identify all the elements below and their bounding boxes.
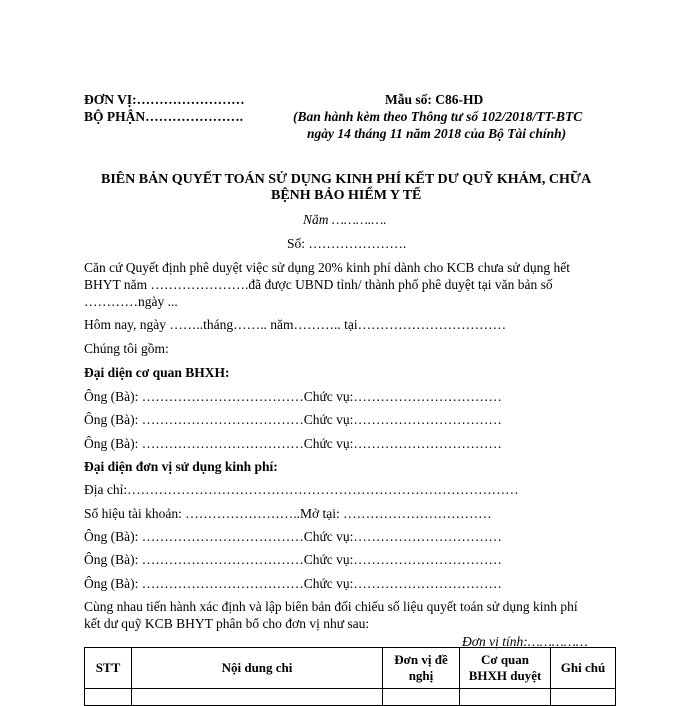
bhxh-representative-heading: Đại diện cơ quan BHXH: [84,365,230,380]
document-title-line1: BIÊN BẢN QUYẾT TOÁN SỬ DỤNG KINH PHÍ KẾT DƯ QUỸ KHÁM, CHỮA [101,172,592,187]
unit-person-3: Ông (Bà): ………………………………Chức vụ:…………………………… [84,576,502,591]
issuance-note-2: ngày 14 tháng 11 năm 2018 của Bộ Tài chính) [307,126,567,141]
bhxh-person-1: Ông (Bà): ………………………………Chức vụ:…………………………… [84,389,502,404]
year-line: Năm ……….…. [303,212,387,227]
basis-text-2: BHYT năm ………………….đã được UBND tỉnh/ thành phố phê duyệt tại văn bản số [84,277,553,292]
unit-line: ĐƠN VỊ:…………………… [84,92,245,107]
currency-unit: Đơn vị tính:…………… [462,634,588,649]
col-content: Nội dung chi [132,648,383,689]
issuance-note-1: (Ban hành kèm theo Thông tư số 102/2018/TT-BTC [293,109,583,124]
together-text-2: kết dư quỹ KCB BHYT phân bổ cho đơn vị như sau: [84,616,370,631]
account-line: Số hiệu tài khoản: ……………………..Mở tại: …………………………… [84,506,492,521]
number-line: Số: …………………. [287,236,407,251]
address-line: Địa chỉ:…………………………………………………………………………… [84,482,519,497]
table-row [85,689,616,706]
department-line: BỘ PHẬN…………………. [84,109,244,124]
we-include: Chúng tôi gồm: [84,341,169,356]
bhxh-person-3: Ông (Bà): ………………………………Chức vụ:…………………………… [84,436,502,451]
unit-person-2: Ông (Bà): ………………………………Chức vụ:…………………………… [84,552,502,567]
col-unit-proposed: Đơn vị đề nghị [383,648,460,689]
unit-person-1: Ông (Bà): ………………………………Chức vụ:…………………………… [84,529,502,544]
document-title-line2: BỆNH BẢO HIỂM Y TẾ [271,188,422,203]
form-number: Mẫu số: C86-HD [385,92,484,107]
basis-text-1: Căn cứ Quyết định phê duyệt việc sử dụng 20% kinh phí dành cho KCB chưa sử dụng hết [84,260,570,275]
together-text-1: Cùng nhau tiến hành xác định và lập biên bản đối chiếu số liệu quyết toán sử dụng kinh phí [84,599,578,614]
col-notes: Ghi chú [551,648,616,689]
basis-text-3: …………ngày ... [84,294,178,309]
col-stt: STT [85,648,132,689]
unit-representative-heading: Đại diện đơn vị sử dụng kinh phí: [84,459,278,474]
today-line: Hôm nay, ngày ……..tháng…….. năm……….. tại…………………………… [84,317,507,332]
bhxh-person-2: Ông (Bà): ………………………………Chức vụ:…………………………… [84,412,502,427]
col-bhxh-approved: Cơ quan BHXH duyệt [460,648,551,689]
settlement-table [84,647,616,706]
